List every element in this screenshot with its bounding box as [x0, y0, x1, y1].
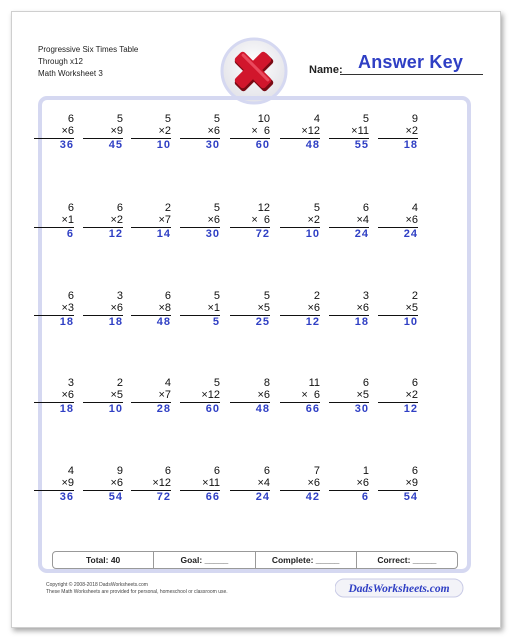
multiplier: ×2	[158, 125, 171, 137]
multiplier: ×1	[61, 214, 74, 226]
problem-r5-c2	[83, 465, 123, 504]
name-line	[340, 74, 483, 75]
worksheet-title	[38, 44, 138, 80]
multiplicand: 6	[67, 202, 74, 214]
problem-r1-c8	[378, 113, 418, 152]
multiplier: ×6	[110, 302, 123, 314]
problem-r1-c5	[230, 113, 270, 152]
problem-r4-c2	[83, 377, 123, 416]
answer: 54	[403, 491, 418, 503]
multiplicand: 2	[116, 377, 123, 389]
problem-r2-c7	[329, 202, 369, 241]
multiplicand: 6	[67, 290, 74, 302]
multiplier: ×2	[307, 214, 320, 226]
problem-r1-c3	[131, 113, 171, 152]
multiplier: ×11	[351, 125, 369, 137]
problem-r1-c7	[329, 113, 369, 152]
answer: 30	[205, 139, 220, 151]
title-line-3: Math Worksheet 3	[38, 69, 103, 78]
problem-r4-c8	[378, 377, 418, 416]
multiplier: ×4	[257, 477, 270, 489]
multiplicand: 6	[164, 465, 171, 477]
multiplier: ×2	[110, 214, 123, 226]
title-line-1: Progressive Six Times Table	[38, 45, 139, 54]
answer: 6	[66, 228, 74, 240]
multiplier: ×6	[356, 302, 369, 314]
copyright-line-1: Copyright © 2008-2018 DadsWorksheets.com	[46, 582, 148, 588]
answer: 25	[255, 316, 270, 328]
multiplier: ×5	[405, 302, 418, 314]
multiplicand: 12	[257, 202, 270, 214]
multiplier: ×7	[158, 214, 171, 226]
answer: 72	[255, 228, 270, 240]
answer: 6	[361, 491, 369, 503]
problem-r2-c4	[180, 202, 220, 241]
multiplicand: 4	[313, 113, 320, 125]
multiplicand: 2	[411, 290, 418, 302]
multiplicand: 5	[213, 202, 220, 214]
multiplicand: 2	[313, 290, 320, 302]
problem-r3-c4	[180, 290, 220, 329]
answer: 28	[156, 403, 171, 415]
multiplicand: 5	[362, 113, 369, 125]
multiplicand: 4	[411, 202, 418, 214]
answer: 24	[354, 228, 369, 240]
problem-r3-c8	[378, 290, 418, 329]
answer: 55	[354, 139, 369, 151]
multiplicand: 5	[213, 113, 220, 125]
problem-r5-c8	[378, 465, 418, 504]
problem-r2-c6	[280, 202, 320, 241]
problem-r3-c2	[83, 290, 123, 329]
multiplier: ×7	[158, 389, 171, 401]
multiplicand: 3	[116, 290, 123, 302]
multiplier: ×6	[257, 389, 270, 401]
problem-r4-c5	[230, 377, 270, 416]
multiplicand: 6	[116, 202, 123, 214]
answer: 5	[212, 316, 220, 328]
answer: 36	[59, 491, 74, 503]
multiplier: ×2	[405, 125, 418, 137]
answer: 10	[108, 403, 123, 415]
multiplicand: 6	[263, 465, 270, 477]
multiplier: ×9	[405, 477, 418, 489]
multiplier: ×6	[61, 125, 74, 137]
answer: 18	[59, 316, 74, 328]
multiplier: ×5	[356, 389, 369, 401]
multiplier: × 6	[251, 214, 270, 226]
answer-key-label: Answer Key	[358, 52, 464, 72]
problem-r2-c5	[230, 202, 270, 241]
problem-r4-c3	[131, 377, 171, 416]
copyright-notice	[46, 582, 228, 596]
multiplicand: 5	[313, 202, 320, 214]
problem-r5-c6	[280, 465, 320, 504]
brand-text: DadsWorksheets.com	[348, 583, 450, 595]
red-x-icon	[220, 37, 288, 105]
name-label: Name:	[309, 64, 343, 76]
problem-r4-c4	[180, 377, 220, 416]
multiplier: ×6	[61, 389, 74, 401]
multiplier: ×6	[307, 477, 320, 489]
answer: 48	[255, 403, 270, 415]
multiplicand: 11	[308, 377, 320, 389]
answer: 45	[108, 139, 123, 151]
problem-r1-c2	[83, 113, 123, 152]
multiplier: ×6	[207, 125, 220, 137]
multiplier: ×5	[110, 389, 123, 401]
answer: 10	[403, 316, 418, 328]
multiplicand: 6	[411, 377, 418, 389]
multiplicand: 6	[362, 202, 369, 214]
problem-r3-c6	[280, 290, 320, 329]
answer: 42	[305, 491, 320, 503]
multiplicand: 9	[116, 465, 123, 477]
answer: 72	[156, 491, 171, 503]
score-bar	[52, 551, 458, 569]
problem-r2-c3	[131, 202, 171, 241]
multiplicand: 6	[411, 465, 418, 477]
answer: 48	[156, 316, 171, 328]
answer: 14	[156, 228, 171, 240]
problem-r2-c8	[378, 202, 418, 241]
answer: 18	[354, 316, 369, 328]
problem-r4-c1	[34, 377, 74, 416]
multiplicand: 10	[257, 113, 270, 125]
multiplier: ×6	[307, 302, 320, 314]
multiplier: ×6	[356, 477, 369, 489]
answer: 10	[156, 139, 171, 151]
answer: 18	[108, 316, 123, 328]
multiplicand: 5	[213, 290, 220, 302]
multiplicand: 5	[213, 377, 220, 389]
problem-r1-c4	[180, 113, 220, 152]
problem-r5-c1	[34, 465, 74, 504]
answer: 30	[354, 403, 369, 415]
multiplicand: 4	[164, 377, 171, 389]
multiplier: ×9	[110, 125, 123, 137]
multiplier: ×12	[201, 389, 220, 401]
multiplicand: 2	[164, 202, 171, 214]
brand-logo	[335, 578, 465, 598]
answer: 12	[108, 228, 123, 240]
multiplier: ×6	[207, 214, 220, 226]
answer: 24	[255, 491, 270, 503]
problem-r4-c7	[329, 377, 369, 416]
multiplicand: 6	[213, 465, 220, 477]
multiplier: ×12	[301, 125, 320, 137]
problem-r3-c5	[230, 290, 270, 329]
goal-field: Goal: _____	[154, 552, 255, 568]
answer: 30	[205, 228, 220, 240]
multiplier: ×4	[356, 214, 369, 226]
multiplier: × 6	[301, 389, 320, 401]
multiplicand: 3	[362, 290, 369, 302]
complete-field: Complete: _____	[256, 552, 357, 568]
problem-r3-c1	[34, 290, 74, 329]
problem-r3-c7	[329, 290, 369, 329]
problem-r5-c4	[180, 465, 220, 504]
multiplicand: 6	[362, 377, 369, 389]
answer: 10	[305, 228, 320, 240]
answer: 36	[59, 139, 74, 151]
answer: 18	[59, 403, 74, 415]
answer: 54	[108, 491, 123, 503]
total-count: Total: 40	[53, 552, 154, 568]
multiplicand: 1	[362, 465, 369, 477]
multiplicand: 3	[67, 377, 74, 389]
multiplier: × 6	[251, 125, 270, 137]
problem-r1-c6	[280, 113, 320, 152]
problem-r1-c1	[34, 113, 74, 152]
problem-r2-c2	[83, 202, 123, 241]
multiplier: ×8	[158, 302, 171, 314]
problem-r2-c1	[34, 202, 74, 241]
answer: 12	[305, 316, 320, 328]
multiplier: ×1	[207, 302, 220, 314]
multiplicand: 7	[313, 465, 320, 477]
problem-r5-c7	[329, 465, 369, 504]
multiplier: ×11	[202, 477, 220, 489]
answer: 24	[403, 228, 418, 240]
answer: 48	[305, 139, 320, 151]
answer: 60	[205, 403, 220, 415]
problem-r3-c3	[131, 290, 171, 329]
answer: 12	[403, 403, 418, 415]
title-line-2: Through x12	[38, 57, 83, 66]
multiplicand: 9	[411, 113, 418, 125]
correct-field: Correct: _____	[377, 555, 437, 565]
problem-r4-c6	[280, 377, 320, 416]
copyright-line-2: These Math Worksheets are provided for personal, homeschool or classroom use.	[46, 589, 228, 595]
multiplier: ×6	[110, 477, 123, 489]
multiplicand: 5	[263, 290, 270, 302]
answer: 66	[305, 403, 320, 415]
multiplier: ×2	[405, 389, 418, 401]
multiplier: ×12	[152, 477, 171, 489]
multiplicand: 8	[263, 377, 270, 389]
multiplicand: 5	[164, 113, 171, 125]
answer: 60	[255, 139, 270, 151]
problem-r5-c5	[230, 465, 270, 504]
multiplier: ×5	[257, 302, 270, 314]
multiplier: ×6	[405, 214, 418, 226]
multiplicand: 5	[116, 113, 123, 125]
multiplicand: 4	[67, 465, 74, 477]
multiplicand: 6	[67, 113, 74, 125]
multiplier: ×9	[61, 477, 74, 489]
answer: 66	[205, 491, 220, 503]
problem-r5-c3	[131, 465, 171, 504]
multiplicand: 6	[164, 290, 171, 302]
answer: 18	[403, 139, 418, 151]
multiplier: ×3	[61, 302, 74, 314]
